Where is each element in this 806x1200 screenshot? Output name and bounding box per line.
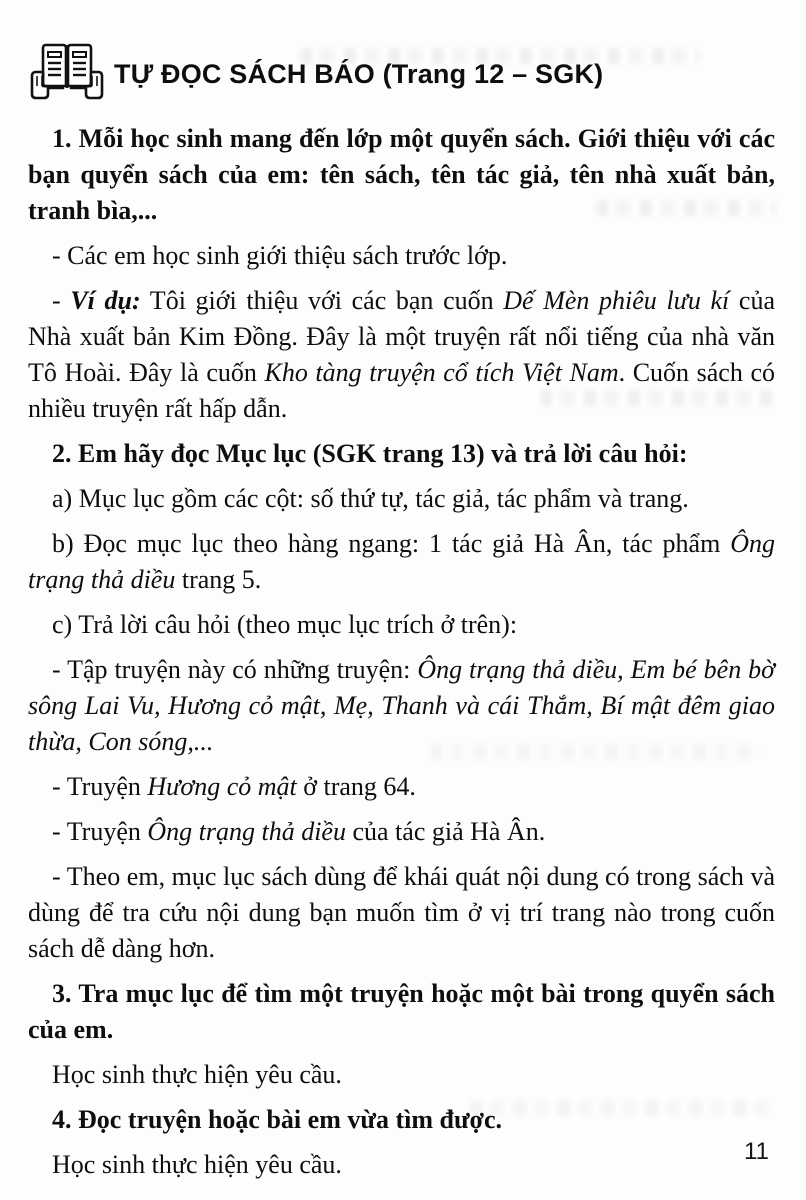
text-segment: 2. Em hãy đọc Mục lục (SGK trang 13) và trả lời câu hỏi: bbox=[52, 439, 688, 468]
paragraph bbox=[28, 1102, 775, 1138]
text-segment: ở trang 64. bbox=[296, 772, 416, 801]
text-segment: - Theo em, mục lục sách dùng để khái quát nội dung có trong sách và dùng để tra cứu nội dung bạn muốn tìm ở vị trí trang nào trong cuốn sách dễ dàng hơn. bbox=[28, 862, 775, 963]
section-header bbox=[30, 42, 775, 107]
text-segment: Học sinh thực hiện yêu cầu. bbox=[52, 1150, 342, 1179]
open-book-in-hands-icon bbox=[30, 42, 104, 107]
text-segment: Ví dụ: bbox=[70, 286, 141, 315]
paragraph bbox=[28, 1057, 775, 1093]
paragraph bbox=[28, 481, 775, 517]
text-segment: - Truyện bbox=[52, 772, 148, 801]
text-segment: Dế Mèn phiêu lưu kí bbox=[503, 286, 730, 315]
text-segment: Kho tàng truyện cổ tích Việt Nam bbox=[264, 358, 619, 387]
paragraph bbox=[28, 652, 775, 760]
document-body bbox=[28, 121, 775, 1183]
text-segment: - Tập truyện này có những truyện: bbox=[52, 655, 418, 684]
page-number: 11 bbox=[744, 1138, 769, 1165]
section-title: TỰ ĐỌC SÁCH BÁO (Trang 12 – SGK) bbox=[114, 59, 604, 89]
text-segment: - Các em học sinh giới thiệu sách trước lớp. bbox=[52, 241, 508, 270]
text-segment: Học sinh thực hiện yêu cầu. bbox=[52, 1060, 342, 1089]
paragraph bbox=[28, 814, 775, 850]
paragraph bbox=[28, 1147, 775, 1183]
paragraph bbox=[28, 769, 775, 805]
text-segment: Hương cỏ mật bbox=[147, 772, 297, 801]
text-segment: 4. Đọc truyện hoặc bài em vừa tìm được. bbox=[52, 1105, 502, 1134]
text-segment: của tác giả Hà Ân. bbox=[345, 817, 546, 846]
text-segment: a) Mục lục gồm các cột: số thứ tự, tác giả, tác phẩm và trang. bbox=[52, 484, 689, 513]
paragraph bbox=[28, 436, 775, 472]
paragraph bbox=[28, 121, 775, 229]
text-segment: Ông trạng thả diều bbox=[147, 817, 346, 846]
text-segment: . Cuốn sách có nhiều truyện rất hấp dẫn. bbox=[28, 358, 775, 423]
paragraph bbox=[28, 238, 775, 274]
text-segment: - Truyện bbox=[52, 817, 148, 846]
paragraph bbox=[28, 607, 775, 643]
text-segment: Ông trạng thả diều, Em bé bên bờ sông Lai Vu, Hương cỏ mật, Mẹ, Thanh và cái Thắm, Bí mật đêm giao thừa, Con sóng,... bbox=[28, 655, 775, 756]
text-segment: Tôi giới thiệu với các bạn cuốn bbox=[140, 286, 504, 315]
paragraph bbox=[28, 976, 775, 1048]
text-segment: - bbox=[52, 286, 71, 315]
text-segment: 3. Tra mục lục để tìm một truyện hoặc một bài trong quyển sách của em. bbox=[28, 979, 775, 1044]
text-segment: b) Đọc mục lục theo hàng ngang: 1 tác giả Hà Ân, tác phẩm bbox=[52, 529, 731, 558]
paragraph bbox=[28, 859, 775, 967]
text-segment: 1. Mỗi học sinh mang đến lớp một quyển sách. Giới thiệu với các bạn quyển sách của em: tên sách, tên tác giả, tên nhà xuất bản, tranh bìa,... bbox=[28, 124, 775, 225]
text-segment: c) Trả lời câu hỏi (theo mục lục trích ở trên): bbox=[52, 610, 518, 639]
text-segment: của Nhà xuất bản Kim Đồng. Đây là một truyện rất nổi tiếng của nhà văn Tô Hoài. Đây là cuốn bbox=[28, 286, 775, 387]
text-segment: Ông trạng thả diều bbox=[28, 529, 775, 594]
paragraph bbox=[28, 283, 775, 427]
paragraph bbox=[28, 526, 775, 598]
text-segment: trang 5. bbox=[175, 565, 262, 594]
